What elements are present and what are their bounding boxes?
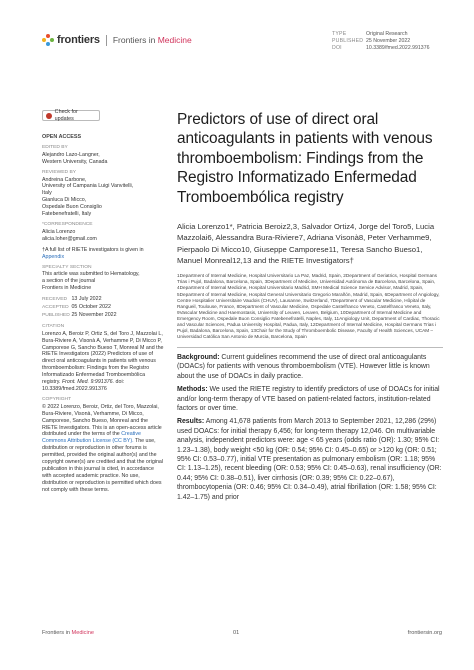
reviewed-by-label: REVIEWED BY [42, 169, 76, 175]
meta-type: TYPE Original Research [332, 31, 408, 37]
cc-license-link[interactable]: Creative Commons Attribution License (CC BY). [42, 431, 141, 445]
date-accepted: ACCEPTED 05 October 2022 [42, 304, 111, 311]
edited-by-label: EDITED BY [42, 144, 68, 150]
citation-journal: Front. Med. 9:991376. [61, 379, 115, 386]
page-number: 01 [233, 630, 240, 636]
article-main [177, 110, 443, 506]
date-published: PUBLISHED 25 November 2022 [42, 311, 117, 318]
copyright-label: COPYRIGHT [42, 396, 72, 402]
abstract-background: Background: Current guidelines recommend the use of direct oral anticoagulants (DOACs) for patients with venous thromboembolism (VTE). However little is known about the use of DOACs in daily practice. [177, 353, 430, 380]
page-footer [42, 630, 442, 640]
meta-published: PUBLISHED 25 November 2022 [332, 38, 411, 45]
specialty-section: This article was submitted to Hematology, a section of the journal Frontiers in Medicine [42, 271, 140, 292]
page-header [42, 31, 442, 54]
investigators-note: †A full list of RIETE investigators is given in Appendix [42, 246, 144, 260]
article-title: Predictors of use of direct oral anticoagulants in patients with venous thromboembolism: Findings from the Registro Informatizado Enfermedad Tromboembólica registry [177, 111, 433, 206]
abstract-results: Results: Among 41,678 patients from March 2013 to September 2021, 12,286 (29%) used DOACs: for initial therapy 6,456; for long-term therapy 12,046. On multivariable analysis, independent predictors were: age < 65 years (odds ratio (OR): 1.30; 95% CI: 1.23–1.38), body weight <50 kg (OR: 0.54; 95% CI: 0.45–0.65) or >120 kg (OR: 0.51; 95% CI: 0.53–0.77), initial VTE presentation as pulmonary embolism (OR: 1.18; 95% CI: 1.13–1.25), recent bleeding (OR: 0.53; 95% CI: 0.45–0.63), renal insufficiency (OR: 0.44; 95% CI: 0.38–0.51), liver cirrhosis (OR: 0.39; 95% CI: 0.22–0.67), thrombocytopenia (OR: 0.46; 95% CI: 0.34–0.49), atrial fibrillation (OR: 1.58; 95% CI: 1.42–1.75) and prior [177, 418, 442, 501]
footer-journal: Frontiers in Medicine [42, 630, 94, 636]
journal-prefix: Frontiers in [112, 35, 156, 45]
reviewed-by: Andreina Carbone, University of Campania Luigi Vanvitelli, Italy Gianluca Di Micco, Ospedale Buon Consiglio Fatebenefratelli, Italy [42, 176, 134, 218]
copyright: © 2022 Lorenzo, Beroiz, Ortiz, del Toro, Mazzolai, Bura-Riviere, Visonà, Verhamme, Di Micco, Camporese, Sancho Bueso, Monreal and the RIETE Investigators. This is an open-access article distributed under the terms of the Creative Commons Attribution License (CC BY). The use, distribution or reproduction in other forums is permitted, provided the original author(s) and the copyright owner(s) are credited and that the original publication in this journal is cited, in accordance with accepted academic practice. No use, distribution or reproduction is permitted which does not comply with these terms. [42, 403, 164, 493]
appendix-link[interactable]: Appendix [42, 253, 65, 260]
section-divider [177, 347, 443, 348]
abstract [177, 353, 443, 502]
abstract-methods: Methods: We used the RIETE registry to identify predictors of use of DOACs for initial and/or long-term therapy of VTE based on patient-related factors, institution-related factors or over time. [177, 386, 440, 412]
correspondence[interactable]: Alicia Lorenzo alicia.loher@gmail.com [42, 228, 97, 242]
specialty-label: SPECIALTY SECTION [42, 264, 92, 270]
article-sidebar [42, 110, 164, 495]
journal-title: Medicine [157, 35, 192, 45]
citation: Lorenzo A, Beroiz P, Ortiz S, del Toro J, Mazzolai L, Bura-Riviere A, Visonà A, Verhamme P, Di Micco P, Camporese G, Sancho Bueso T, Monreal M and the RIETE Investigators (2022) Predictors of use of direct oral anticoagulants in patients with venous thromboembolism: Findings from the Registro Informatizado Enfermedad Tromboembólica registry. Front. Med. 9:991376. doi: 10.3389/fmed.2022.991376 [42, 330, 164, 392]
open-access-label: OPEN ACCESS [42, 134, 82, 140]
correspondence-label: *CORRESPONDENCE [42, 221, 93, 227]
brand-name: frontiers [57, 34, 100, 46]
check-updates-icon [46, 113, 52, 119]
citation-label: CITATION [42, 323, 65, 329]
author-list: Alicia Lorenzo1*, Patricia Beroiz2,3, Salvador Ortiz4, Jorge del Toro5, Lucia Mazzolai6, Alessandra Bura-Riviere7, Adriana Visonà8, Peter Verhamme9, Pierpaolo Di Micco10, Giuseppe Camporese11, Teresa Sancho Bueso1, Manuel Monreal12,13 and the RIETE Investigators† [177, 222, 435, 265]
citation-doi[interactable]: doi: 10.3389/fmed.2022.991376 [42, 379, 125, 392]
edited-by: Alejandro Lazo-Langner, Western University, Canada [42, 151, 108, 165]
logo-divider [106, 35, 107, 46]
journal-name [113, 35, 192, 45]
article-meta [332, 31, 429, 53]
footer-site-link[interactable]: frontiersin.org [407, 630, 442, 636]
affiliations: 1Department of Internal Medicine, Hospital Universitario La Paz, Madrid, Spain, 2Department of Geriatrics, Hospital Germans Trias i Pujol, Badalona, Barcelona, Spain, 3Department of Medicine, Universidad Autónoma de Barcelona, Barcelona, Spain, 4Department of Internal Medicine, Hospital Universitario Madrid, SMH Medical Science Service Advisor, Madrid, Spain, 5Department of Internal Medicine, Hospital General Universitario Gregorio Marañón, Madrid, Spain, 6Department of Angiology, Centre Hospitalier Universitaire Vaudois (CHUV), Lausanne, Switzerland, 7Department of Vascular Medicine, Hôpital de Rangueil, Toulouse, France, 8Department of Vascular Medicine, Ospedale Castelfranco Veneto, Castelfranco Veneto, Italy, 9Vascular Medicine and Haemostasis, University of Leuven, Leuven, Belgium, 10Department of Internal Medicine and Emergency Room, Ospedale Buon Consiglio Fatebenefratelli, Naples, Italy, 11Angiology Unit, Department of Cardiac, Thoracic and Vascular Sciences, Padua University Hospital, Padua, Italy, 12Department of Internal Medicine, Hospital Germans Trias i Pujol, Badalona, Barcelona, Spain, 13Chair for the Study of Thromboembolic Disease, Faculty of Health Sciences, UCAM – Universidad Católica San Antonio de Murcia, Barcelona, Spain [177, 273, 440, 340]
check-updates-button[interactable]: Check for updates [42, 110, 100, 121]
meta-doi[interactable]: DOI 10.3389/fmed.2022.991376 [332, 45, 430, 52]
frontiers-dots-icon [42, 34, 54, 46]
frontiers-logo[interactable] [42, 34, 192, 46]
date-received: RECEIVED 13 July 2022 [42, 296, 102, 303]
dates-block [42, 296, 164, 320]
